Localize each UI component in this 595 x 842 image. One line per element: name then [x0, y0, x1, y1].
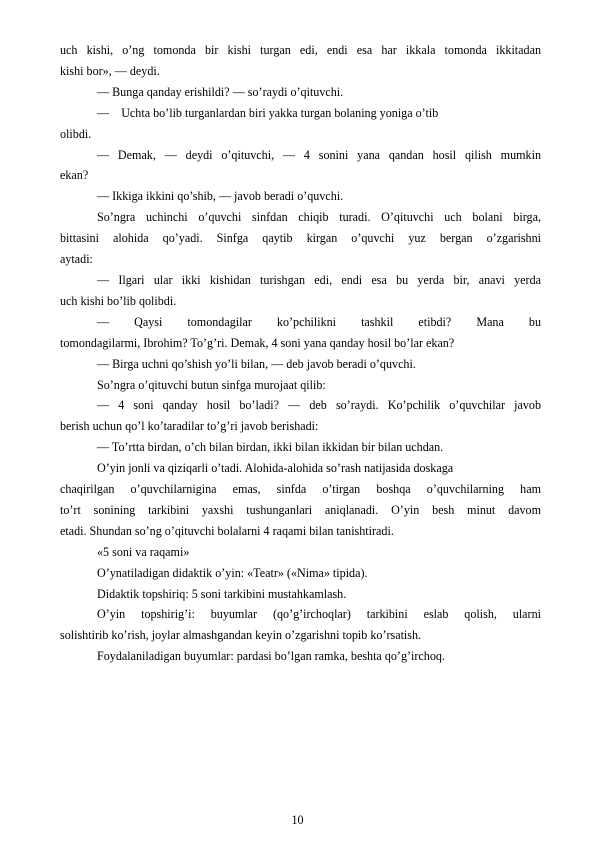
text-line: — To’rtta birdan, o’ch bilan birdan, ikki bilan ikkidan bir bilan uchdan. — [97, 440, 444, 455]
text-line: etadi. Shundan so’ng o’qituvchi bolalarni 4 raqami bilan tanishtiradi. — [60, 523, 394, 538]
text-line: — Demak, — deydi o’qituvchi, — 4 sonini yana qandan hosil qilish mumkin — [97, 147, 541, 162]
text-line: chaqirilgan o’quvchilarnigina emas, sinfda o’tirgan boshqa o’quvchilarning ham — [60, 482, 541, 497]
text-line: uch kishi bo’lib qolibdi. — [60, 293, 177, 308]
text-line: O’yin topshirig’i: buyumlar (qo’g’irchoqlar) tarkibini eslab qolish, ularni — [97, 607, 541, 622]
body-text — [60, 40, 541, 667]
text-line: — Ikkiga ikkini qo’shib, — javob beradi o’quvchi. — [97, 189, 344, 204]
text-line: bittasini alohida qo’yadi. Sinfga qaytib kirgan o’quvchi yuz bergan o’zgarishni — [60, 231, 541, 246]
text-line: solishtirib ko’rish, joylar almashgandan keyin o’zgarishni topib ko’rsatish. — [60, 628, 422, 643]
text-line: «5 soni va raqami» — [97, 544, 190, 559]
text-line: — Ilgari ular ikki kishidan turishgan edi, endi esa bu yerda bir, anavi yerda — [97, 272, 541, 287]
text-line: Foydalaniladigan buyumlar: pardasi bo’lgan ramka, beshta qo’g’irchoq. — [97, 649, 445, 664]
text-line: tomondagilarmi, Ibrohim? To’g’ri. Demak, 4 soni yana qanday hosil bo’lar ekan? — [60, 335, 455, 350]
text-line: So’ngra uchinchi o’quvchi sinfdan chiqib turadi. O’qituvchi uch bolani birga, — [97, 210, 541, 225]
text-line: — Qaysi tomondagilar ko’pchilikni tashkil etibdi? Mana bu — [97, 314, 541, 329]
text-line: O’yin jonli va qiziqarli o’tadi. Alohida-alohida so’rash natijasida doskaga — [97, 461, 454, 476]
text-line: olibdi. — [60, 126, 92, 141]
text-line: to’rt sonining tarkibini yaxshi tushunganlari aniqlanadi. O’yin besh minut davom — [60, 502, 541, 517]
text-line: aytadi: — [60, 252, 93, 267]
text-line: — Uchta bo’lib turganlardan biri yakka turgan bolaning yoniga o’tib — [97, 105, 439, 120]
text-line: ekan? — [60, 168, 89, 183]
text-line: — 4 soni qanday hosil bo’ladi? — deb so’raydi. Ko’pchilik o’quvchilar javob — [97, 398, 541, 413]
text-line: uch kishi, o’ng tomonda bir kishi turgan edi, endi esa har ikkala tomonda ikkitadan — [60, 43, 541, 57]
text-line: kishi bor», — deydi. — [60, 63, 160, 78]
text-line: O’ynatiladigan didaktik o’yin: «Teatr» («Nima» tipida). — [97, 565, 368, 580]
text-line: berish uchun qo’l ko’taradilar to’g’ri javob berishadi: — [60, 419, 319, 434]
text-line: So’ngra o’qituvchi butun sinfga murojaat qilib: — [97, 377, 326, 392]
page-number: 10 — [291, 813, 304, 827]
text-line: — Bunga qanday erishildi? — so’raydi o’qituvchi. — [97, 84, 344, 99]
text-line: Didaktik topshiriq: 5 soni tarkibini mustahkamlash. — [97, 586, 347, 601]
text-line: — Birga uchni qo’shish yo’li bilan, — deb javob beradi o’quvchi. — [97, 356, 416, 371]
